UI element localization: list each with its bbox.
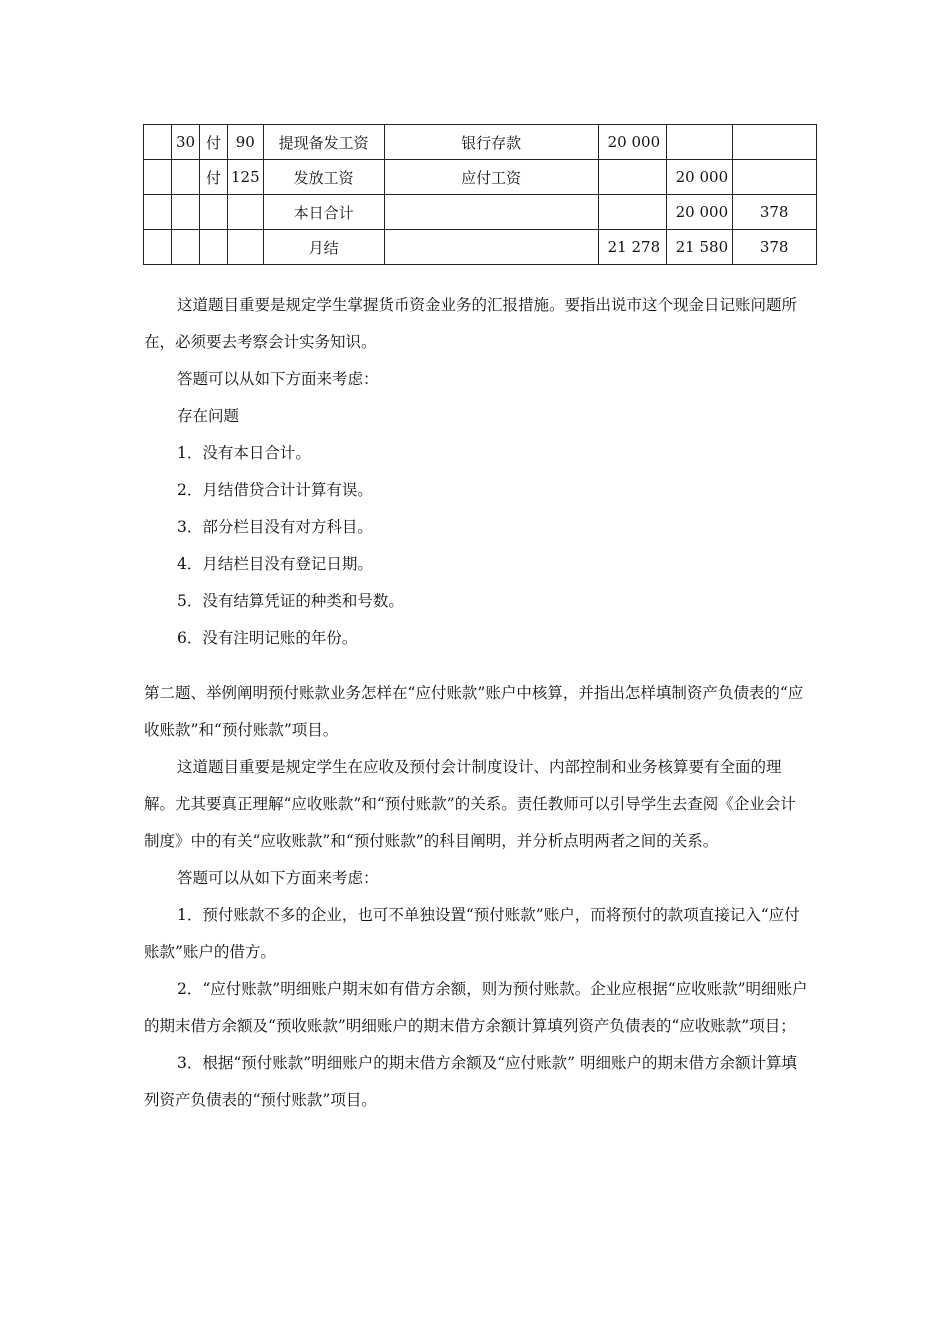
counter-account-cell: 银行存款 xyxy=(384,125,598,160)
summary-cell: 本日合计 xyxy=(263,195,384,230)
month-cell xyxy=(144,160,172,195)
balance-cell: 378 xyxy=(732,195,816,230)
credit-cell: 20 000 xyxy=(666,195,732,230)
voucher-type-cell xyxy=(200,230,228,265)
credit-cell: 20 000 xyxy=(666,160,732,195)
debit-cell xyxy=(598,195,666,230)
voucher-number-cell: 90 xyxy=(228,125,264,160)
day-cell xyxy=(172,160,200,195)
answer-point: 3．根据“预付账款”明细账户的期末借方余额及“应付账款” 明细账户的期末借方余额计算填列资产负债表的“预付账款”项目。 xyxy=(144,1054,797,1109)
table-row xyxy=(144,160,817,195)
counter-account-cell: 应付工资 xyxy=(384,160,598,195)
analysis-paragraph: 这道题目重要是规定学生在应收及预付会计制度设计、内部控制和业务核算要有全面的理解。尤其要真正理解“应收账款”和“预付账款”的关系。责任教师可以引导学生去查阅《企业会计制度》中的有关“应收账款”和“预付账款”的科目阐明，并分析点明两者之间的关系。 xyxy=(144,758,796,850)
debit-cell: 21 278 xyxy=(598,230,666,265)
analysis-paragraph: 这道题目重要是规定学生掌握货币资金业务的汇报措施。要指出说市这个现金日记账问题所在，必须要去考察会计实务知识。 xyxy=(144,296,798,351)
debit-cell xyxy=(598,160,666,195)
credit-cell xyxy=(666,125,732,160)
issue-item: 1．没有本日合计。 xyxy=(177,444,311,462)
voucher-type-cell xyxy=(200,195,228,230)
answer-point: 2．“应付账款”明细账户期末如有借方余额，则为预付账款。企业应根据“应收账款”明细账户的期末借方余额及“预收账款”明细账户的期末借方余额计算填列资产负债表的“应收账款”项目； xyxy=(144,980,808,1035)
summary-cell: 发放工资 xyxy=(263,160,384,195)
section-two xyxy=(144,675,808,1119)
issue-item: 5．没有结算凭证的种类和号数。 xyxy=(177,592,404,610)
question-heading: 第二题、举例阐明预付账款业务怎样在“应付账款”账户中核算，并指出怎样填制资产负债表的“应收账款”和“预付账款”项目。 xyxy=(144,684,804,739)
voucher-number-cell xyxy=(228,230,264,265)
day-cell: 30 xyxy=(172,125,200,160)
table-row xyxy=(144,195,817,230)
balance-cell xyxy=(732,160,816,195)
counter-account-cell xyxy=(384,230,598,265)
issue-item: 6．没有注明记账的年份。 xyxy=(177,629,358,647)
answer-point: 1．预付账款不多的企业，也可不单独设置“预付账款”账户，而将预付的款项直接记入“应付账款”账户的借方。 xyxy=(144,906,800,961)
day-cell xyxy=(172,195,200,230)
month-cell xyxy=(144,230,172,265)
issue-item: 4．月结栏目没有登记日期。 xyxy=(177,555,373,573)
section-one xyxy=(144,287,808,657)
voucher-type-cell: 付 xyxy=(200,125,228,160)
counter-account-cell xyxy=(384,195,598,230)
credit-cell: 21 580 xyxy=(666,230,732,265)
answer-approach-label: 答题可以从如下方面来考虑： xyxy=(177,869,379,887)
cash-journal-table xyxy=(143,124,817,265)
table-row xyxy=(144,125,817,160)
issue-item: 2．月结借贷合计计算有误。 xyxy=(177,481,373,499)
table-row xyxy=(144,230,817,265)
summary-cell: 提现备发工资 xyxy=(263,125,384,160)
issue-item: 3．部分栏目没有对方科目。 xyxy=(177,518,373,536)
balance-cell: 378 xyxy=(732,230,816,265)
month-cell xyxy=(144,125,172,160)
day-cell xyxy=(172,230,200,265)
balance-cell xyxy=(732,125,816,160)
voucher-number-cell: 125 xyxy=(228,160,264,195)
summary-cell: 月结 xyxy=(263,230,384,265)
issues-heading: 存在问题 xyxy=(177,407,240,425)
month-cell xyxy=(144,195,172,230)
debit-cell: 20 000 xyxy=(598,125,666,160)
voucher-type-cell: 付 xyxy=(200,160,228,195)
voucher-number-cell xyxy=(228,195,264,230)
answer-approach-label: 答题可以从如下方面来考虑： xyxy=(177,370,379,388)
